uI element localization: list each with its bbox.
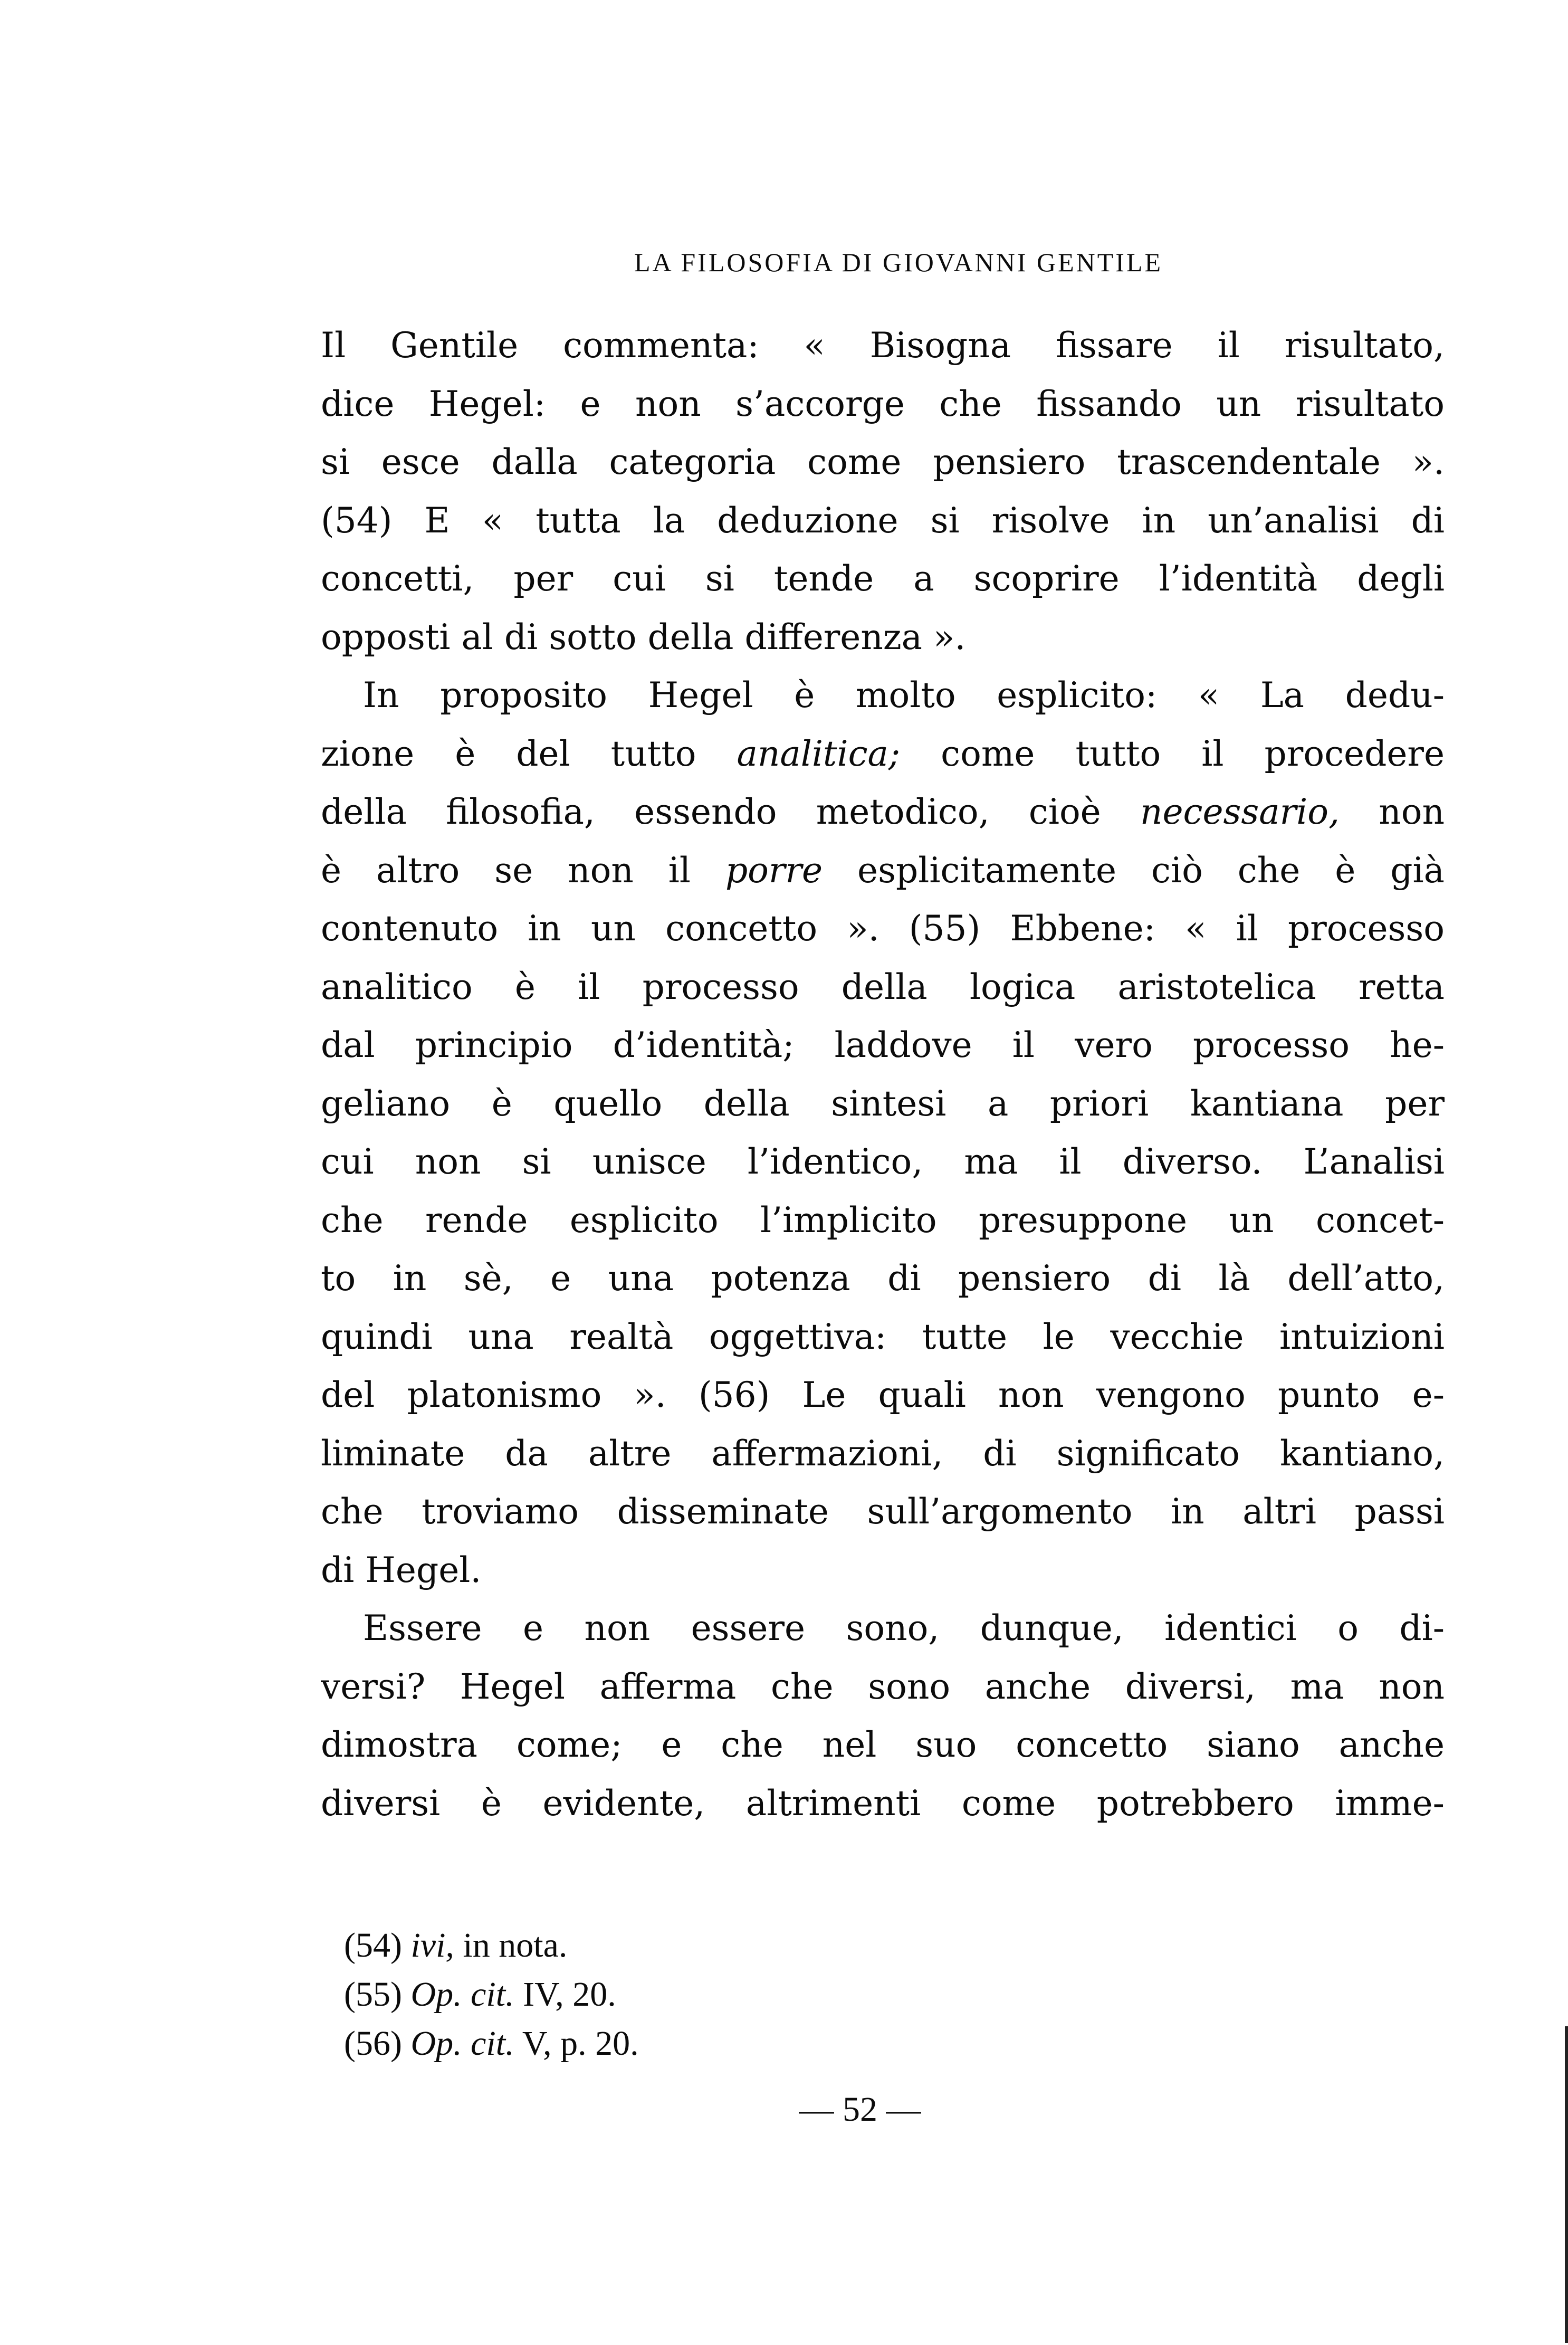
text-line: si esce dalla categoria come pensiero trascendentale ». [321,442,1445,482]
text-line: Essere e non essere sono, dunque, identici o di- [363,1608,1445,1648]
text-line: liminate da altre affermazioni, di significato kantiano, [321,1433,1445,1474]
text-line: (54) E « tutta la deduzione si risolve in un’analisi di [321,500,1445,541]
text-line [321,842,1445,900]
text-line: In proposito Hegel è molto esplicito: « La dedu- [363,675,1445,716]
text-line: dimostra come; e che nel suo concetto siano anche [321,1724,1445,1765]
text-segment: è altro se non il [321,850,725,891]
text-line: Il Gentile commenta: « Bisogna fissare il risultato, [321,325,1445,366]
text-line: cui non si unisce l’identico, ma il diverso. L’analisi [321,1141,1445,1182]
text-line [321,783,1445,842]
scan-edge-divider [1565,2026,1568,2343]
text-line: di Hegel. [321,1549,482,1590]
text-line: contenuto in un concetto ». (55) Ebbene: « il processo [321,908,1445,949]
footnote-number: (56) [344,2024,402,2063]
text-line [321,725,1445,784]
text-segment: come tutto il procedere [900,733,1445,774]
text-line: to in sè, e una potenza di pensiero di là dell’atto, [321,1258,1445,1299]
text-line: che troviamo disseminate sull’argomento in altri passi [321,1491,1445,1532]
text-line: diversi è evidente, altrimenti come potrebbero imme- [321,1782,1445,1824]
footnote-italic: Op. cit. [410,2024,514,2063]
text-line: geliano è quello della sintesi a priori kantiana per [321,1083,1445,1124]
page-number: — 52 — [799,2090,921,2129]
running-head: LA FILOSOFIA DI GIOVANNI GENTILE [634,247,1163,277]
footnote-text: IV, 20. [514,1975,616,2014]
text-line: dal principio d’identità; laddove il vero processo he- [321,1025,1445,1065]
text-segment: zione è del tutto [321,733,737,774]
italic-term: analitica; [737,733,901,774]
footnote [344,1970,639,2019]
italic-term: porre [725,850,823,891]
body-text [321,317,1445,1833]
text-segment: della filosofia, essendo metodico, cioè [321,792,1140,832]
footnote-number: (54) [344,1926,402,1965]
footnote-text: V, p. 20. [514,2024,639,2063]
footnote-italic: ivi, [410,1926,454,1965]
footnote [344,2019,639,2068]
text-line: che rende esplicito l’implicito presuppone un concet- [321,1199,1445,1241]
footnote-italic: Op. cit. [410,1975,514,2014]
text-line: versi? Hegel afferma che sono anche diversi, ma non [321,1666,1445,1707]
text-line: concetti, per cui si tende a scoprire l’identità degli [321,558,1445,599]
footnotes [344,1921,639,2068]
text-line: quindi una realtà oggettiva: tutte le vecchie intuizioni [321,1316,1445,1357]
text-line: del platonismo ». (56) Le quali non vengono punto e- [321,1375,1445,1415]
text-segment: non [1340,792,1445,832]
text-segment: esplicitamente ciò che è già [823,850,1445,891]
footnote-text: in nota. [454,1926,568,1965]
text-line: dice Hegel: e non s’accorge che fissando un risultato [321,383,1445,424]
text-line: analitico è il processo della logica aristotelica retta [321,966,1445,1007]
italic-term: necessario, [1140,792,1340,832]
footnote [344,1921,639,1970]
footnote-number: (55) [344,1975,402,2014]
text-line: opposti al di sotto della differenza ». [321,616,966,657]
